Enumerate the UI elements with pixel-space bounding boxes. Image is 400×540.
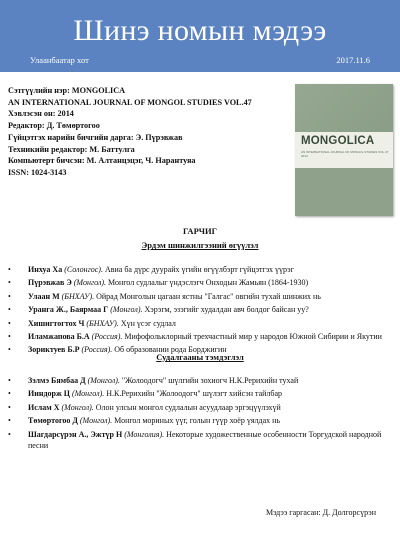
header-banner — [0, 0, 400, 72]
item-author: Зориктуев Б.Р — [28, 345, 80, 355]
list-item — [8, 402, 396, 414]
item-title: Олон улсын монгол судлалын асуудлаар эргэцүүлэхүй — [95, 402, 281, 412]
location-label: Улаанбаатар хот — [30, 55, 89, 65]
cover-subtitle: AN INTERNATIONAL JOURNAL OF MONGOL STUDIES VOL.47 2014 — [301, 150, 389, 158]
item-author: Ислам Х — [28, 402, 60, 412]
info-line: AN INTERNATIONAL JOURNAL OF MONGOL STUDIES VOL.47 — [8, 97, 252, 107]
info-line: Сэтгүүлийн нэр: MONGOLICA — [8, 86, 126, 95]
item-title: Ойрад Монголын цагаан ястны "Галгас" овгийн тухай шинжих нь — [96, 291, 321, 301]
item-title: Монгол мориных үүг, голын гүүр хоёр үялдах нь — [114, 416, 281, 426]
info-line: Гүйцэтгэх нарийн бичгийн дарга: Э. Пүрэвжав — [8, 132, 183, 142]
section-title-articles: Эрдэм шинжилгээний өгүүлэл — [141, 240, 259, 250]
list-item — [8, 375, 396, 387]
item-title: Н.К.Рерихийн "Жолоодогч" шүлэгт хийсэн тайлбар — [106, 389, 283, 399]
item-author: Улаан М — [28, 291, 60, 301]
item-country: (Монгол). — [73, 278, 107, 288]
list-item — [8, 304, 396, 316]
item-author: Пүрэвжав Э — [28, 278, 72, 288]
list-item — [8, 318, 396, 330]
list-item — [8, 291, 396, 303]
item-country: (Солонгос). — [64, 265, 103, 274]
bullet-icon: • — [8, 291, 11, 301]
item-author: Хишигтогтох Ч — [28, 318, 85, 328]
item-title: Хэрэгм, эзэгийг худалдан авч болдог байсан уу? — [144, 305, 309, 315]
info-line: Хэвлэсэн он: 2014 — [8, 109, 74, 119]
item-author: Төмөртогоо Д — [28, 416, 78, 426]
item-country: (Монгол). — [71, 389, 105, 399]
cover-bottom-panel — [295, 168, 393, 216]
item-country: (Россия). — [91, 331, 123, 341]
item-title: Хүн үсэг судлал — [120, 318, 176, 328]
section-title-notes: Судалгааны тэмдэглэл — [156, 352, 244, 362]
item-author: Инхуа Ха — [28, 265, 63, 274]
bullet-icon: • — [8, 389, 11, 399]
item-title: Об образовании рода Борджигин — [114, 345, 227, 355]
list-item — [8, 429, 396, 453]
item-title: Некоторые художественные особенности Торгудской народной песни — [28, 429, 382, 451]
info-line: Редактор: Д. Төмөртогоо — [8, 121, 100, 131]
articles-list — [8, 264, 396, 358]
bullet-icon: • — [8, 318, 11, 328]
item-country: (Монгол). — [61, 402, 94, 412]
item-author: Ииндорж Ц — [28, 389, 70, 399]
toc-heading: ГАРЧИГ — [182, 226, 218, 236]
journal-cover-image — [295, 84, 393, 216]
cover-top-panel — [295, 84, 393, 132]
list-item — [8, 415, 396, 427]
bullet-icon: • — [8, 331, 11, 341]
item-author: Зэлмэ Бямбаа Д — [28, 376, 86, 385]
bullet-icon: • — [8, 429, 11, 439]
info-line: Компьютерт бичсэн: М. Алтанцэцэг, Ч. Нарантуяа — [8, 156, 196, 166]
item-title: Монгол судлалыг үндэслэгч Онходын Жамьян (1864-1930) — [108, 278, 309, 288]
item-country: (Монгол). — [110, 305, 143, 315]
date-label: 2017.11.6 — [336, 55, 370, 65]
list-item — [8, 388, 396, 400]
bullet-icon: • — [8, 265, 11, 274]
item-country: (Монгол). — [79, 416, 113, 426]
bullet-icon: • — [8, 345, 11, 355]
info-line: Техникийн редактор: М. Баттулга — [8, 144, 135, 154]
notes-list — [8, 375, 396, 454]
item-country: (Монголия). — [124, 429, 165, 439]
cover-title: MONGOLICA — [301, 135, 375, 147]
journal-info — [8, 85, 293, 179]
bullet-icon: • — [8, 376, 11, 385]
bullet-icon: • — [8, 402, 11, 412]
bullet-icon: • — [8, 305, 11, 315]
item-title: Мифофольклорный трехчастный мир у народов Южной Сибирии и Якутии — [124, 331, 382, 341]
bullet-icon: • — [8, 278, 11, 288]
item-title: Авиа ба дүрс дуурайх үгийн өгүүлбэрт гүйцэтгэх үүрэг — [104, 265, 294, 274]
list-item — [8, 264, 396, 276]
item-country: (Монгол). — [87, 376, 120, 385]
item-author: Иламжапова Б.А — [28, 331, 90, 341]
list-item — [8, 331, 396, 343]
item-author: Шагдарсүрэн А., Эжтүр Н — [28, 429, 123, 439]
list-item — [8, 277, 396, 289]
bullet-icon: • — [8, 416, 11, 426]
prepared-by-label: Мэдээ гаргасан: Д. Долгорсүрэн — [266, 508, 376, 517]
item-country: (БНХАУ). — [61, 291, 95, 301]
item-country: (БНХАУ). — [86, 318, 119, 328]
info-line: ISSN: 1024-3143 — [8, 167, 67, 177]
page-title: Шинэ номын мэдээ — [73, 14, 327, 47]
item-country: (Россия). — [81, 345, 113, 355]
item-author: Уранга Ж., Баярмаа Г — [28, 305, 109, 315]
item-title: "Жолоодогч" шүлгийн зохиогч Н.К.Рерихийн тухай — [121, 376, 299, 385]
